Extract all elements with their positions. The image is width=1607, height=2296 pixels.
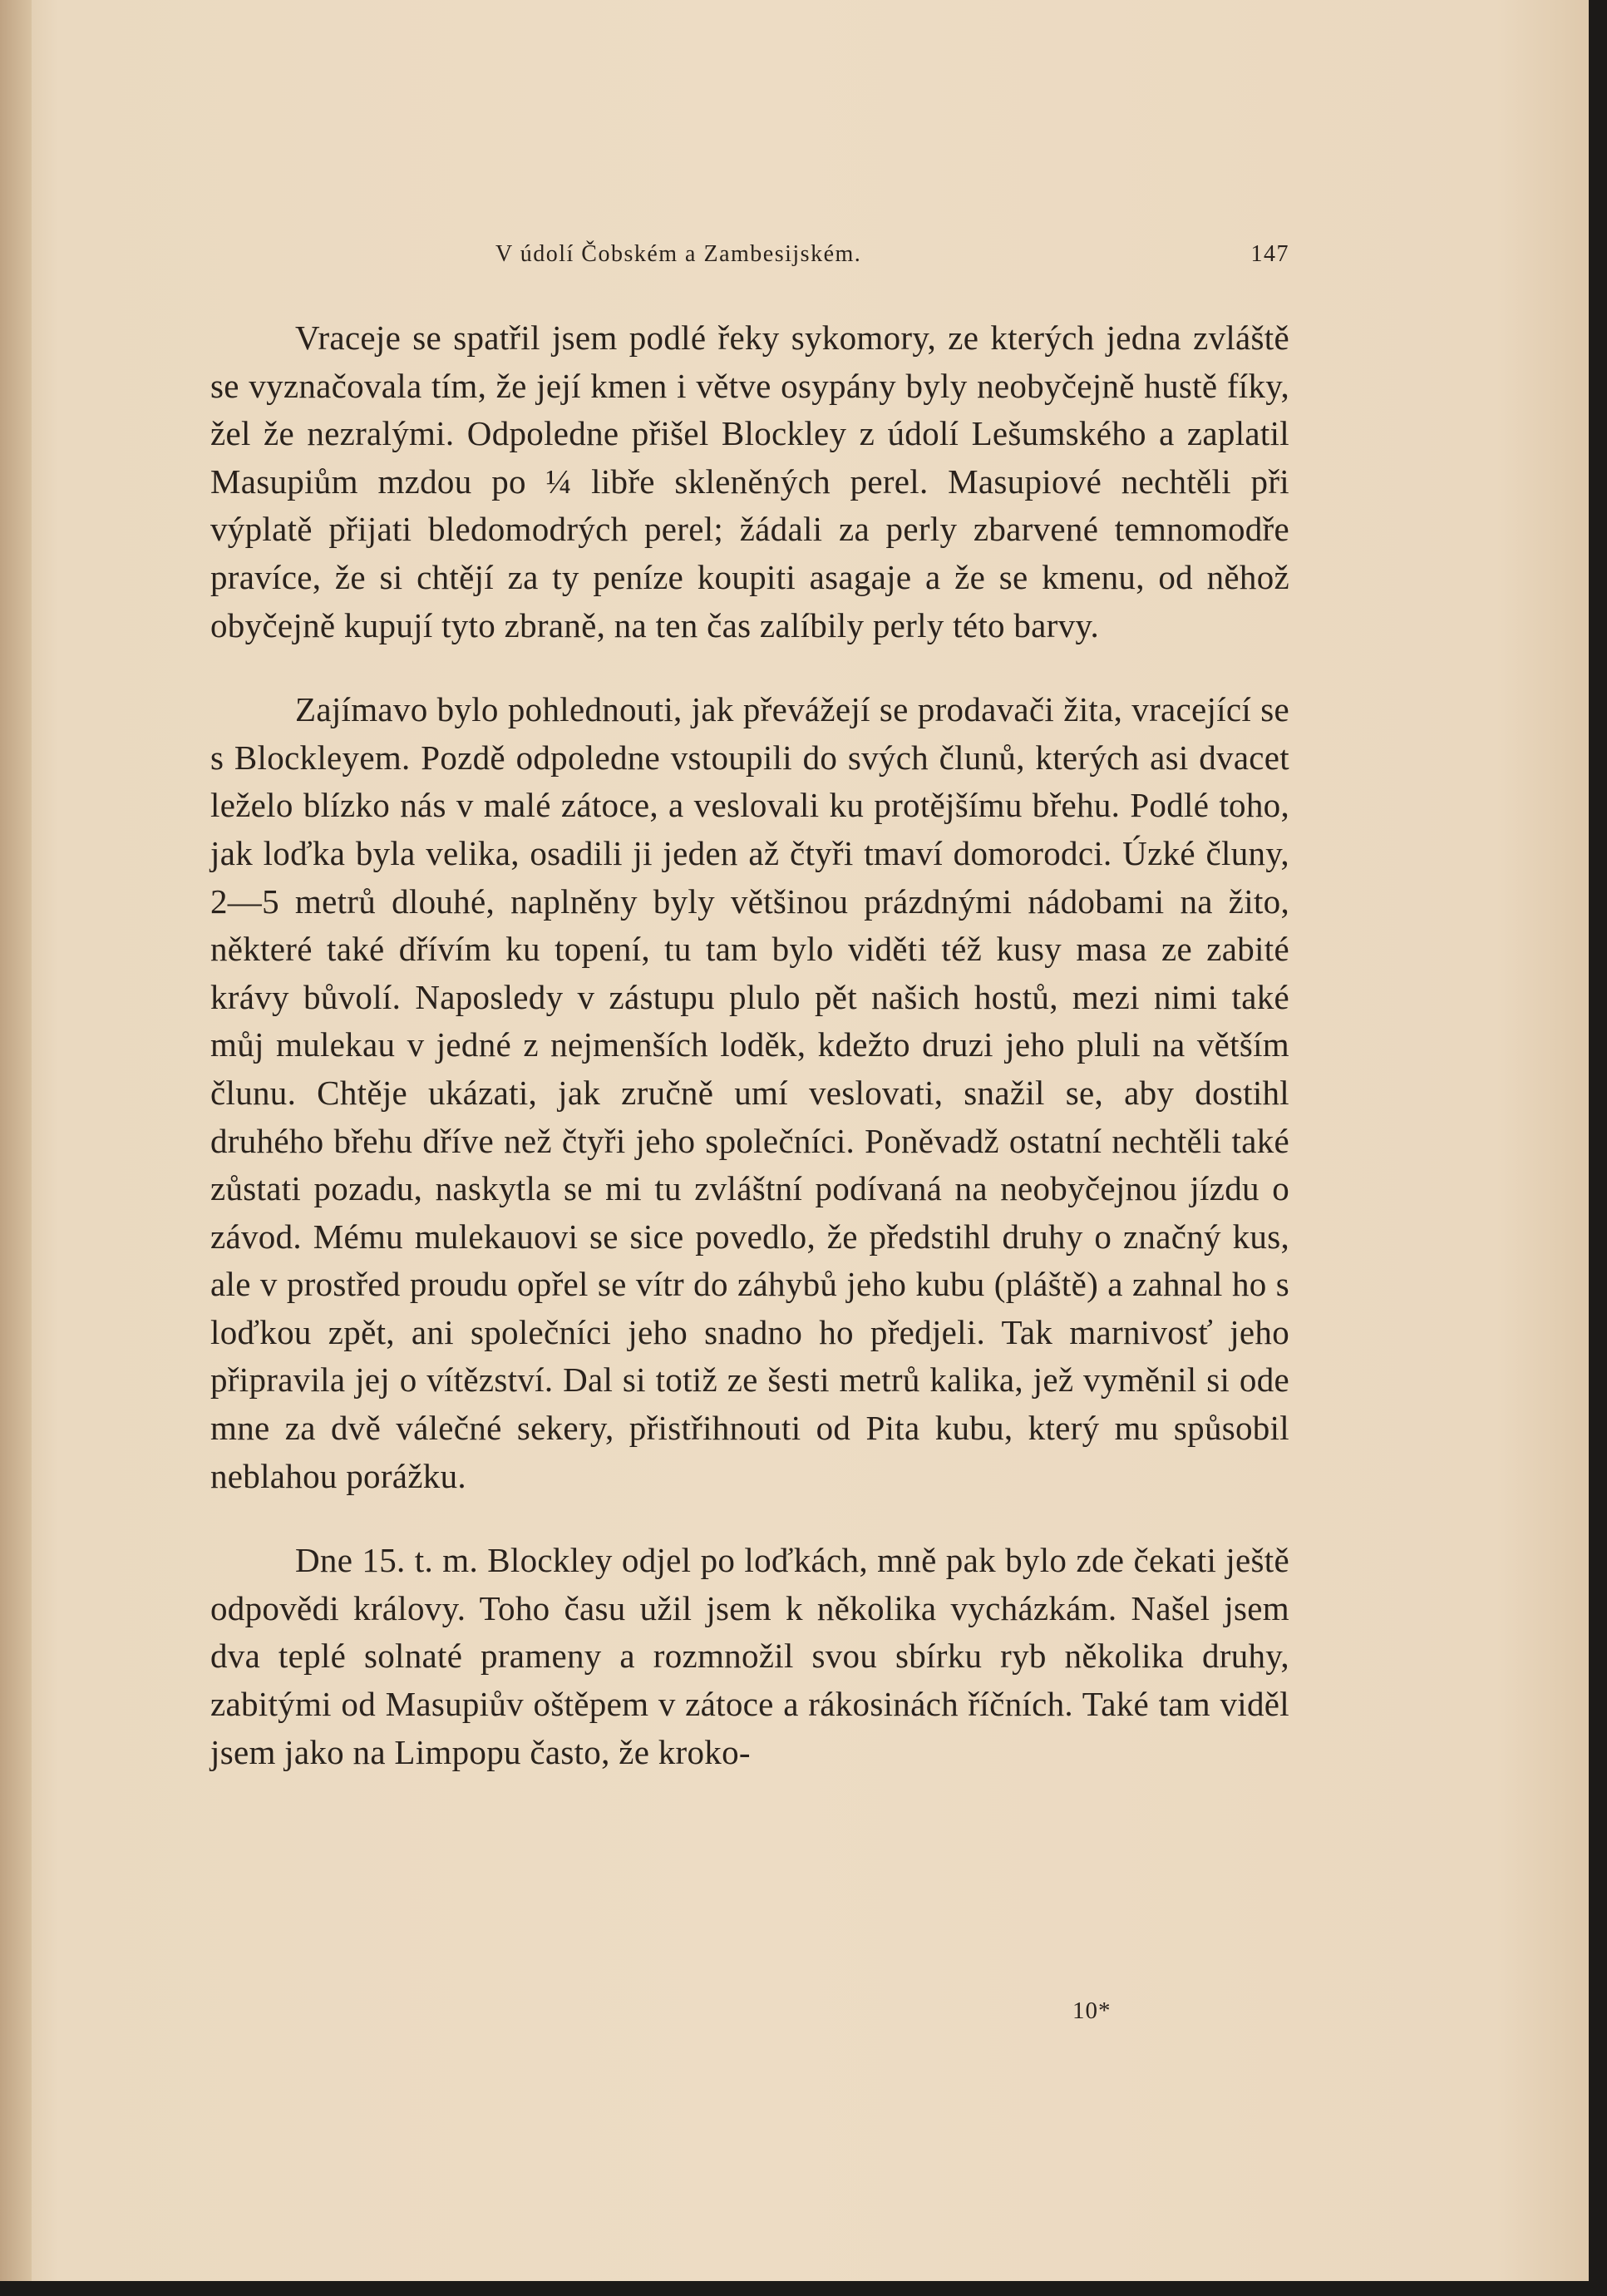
signature-mark: 10* [1072,1997,1112,2024]
paragraph-1: Vraceje se spatřil jsem podlé řeky sykomory, ze kterých jedna zvláště se vyznačovala tím, že její kmen i větve osypány byly neobyčejně hustě fíky, žel že nezralými. Odpoledne přišel Blockley z údolí Lešumského a zaplatil Masupiům mzdou po ¼ libře skleněných perel. Masupiové nechtěli při výplatě přijati bledomodrých perel; žádali za perly zbarvené temnomodře pravíce, že si chtějí za ty peníze koupiti asagaje a že se kmenu, od něhož obyčejně kupují tyto zbraně, na ten čas zalíbily perly této barvy. [210,318,1289,644]
paragraph-3: Dne 15. t. m. Blockley odjel po loďkách, mně pak bylo zde čekati ještě odpovědi královy. Toho času užil jsem k několika vycházkám. Našel jsem dva teplé solnaté prameny a rozmnožil svou sbírku ryb několika druhy, zabitými od Masupiův oštěpem v zátoce a rákosinách říčních. Také tam viděl jsem jako na Limpopu často, že kroko- [210,1541,1289,1771]
paragraph-2: Zajímavo bylo pohlednouti, jak převážejí se prodavači žita, vracející se s Blockleyem. Pozdě odpoledne vstoupili do svých člunů, kterých asi dvacet leželo blízko nás v malé zátoce, a veslovali ku protějšímu břehu. Podlé toho, jak loďka byla velika, osadili ji jeden až čtyři tmaví domorodci. Úzké čluny, 2—5 metrů dlouhé, naplněny byly většinou prázdnými nádobami na žito, některé také dřívím ku topení, tu tam bylo viděti též kusy masa ze zabité krávy bůvolí. Naposledy v zástupu plulo pět našich hostů, mezi nimi také můj mulekau v jedné z nejmenších loděk, kdežto druzi jeho pluli na větším člunu. Chtěje ukázati, jak zručně umí veslovati, snažil se, aby dostihl druhého břehu dříve než čtyři jeho společníci. Poněvadž ostatní nechtěli také zůstati pozadu, naskytla se mi tu zvláštní podívaná na neobyčejnou jízdu o závod. Mému mulekauovi se sice povedlo, že předstihl druhy o značný kus, ale v prostřed proudu opřel se vítr do záhybů jeho kubu (pláště) a zahnal ho s loďkou zpět, ani společníci jeho snadno ho předjeli. Tak marnivosť jeho připravila jej o vítězství. Dal si totiž ze šesti metrů kalika, jež vyměnil si ode mne za dvě válečné sekery, přistřihnouti od Pita kubu, který mu spůsobil neblahou porážku. [210,690,1289,1495]
page-binding-edge [0,0,32,2296]
page-number: 147 [1250,241,1289,267]
running-title: V údolí Čobském a Zambesijském. [495,241,862,267]
scan-border-bottom [0,2281,1607,2296]
body-text [210,314,1289,1776]
scan-border-right [1589,0,1607,2296]
page-header [495,241,1289,274]
